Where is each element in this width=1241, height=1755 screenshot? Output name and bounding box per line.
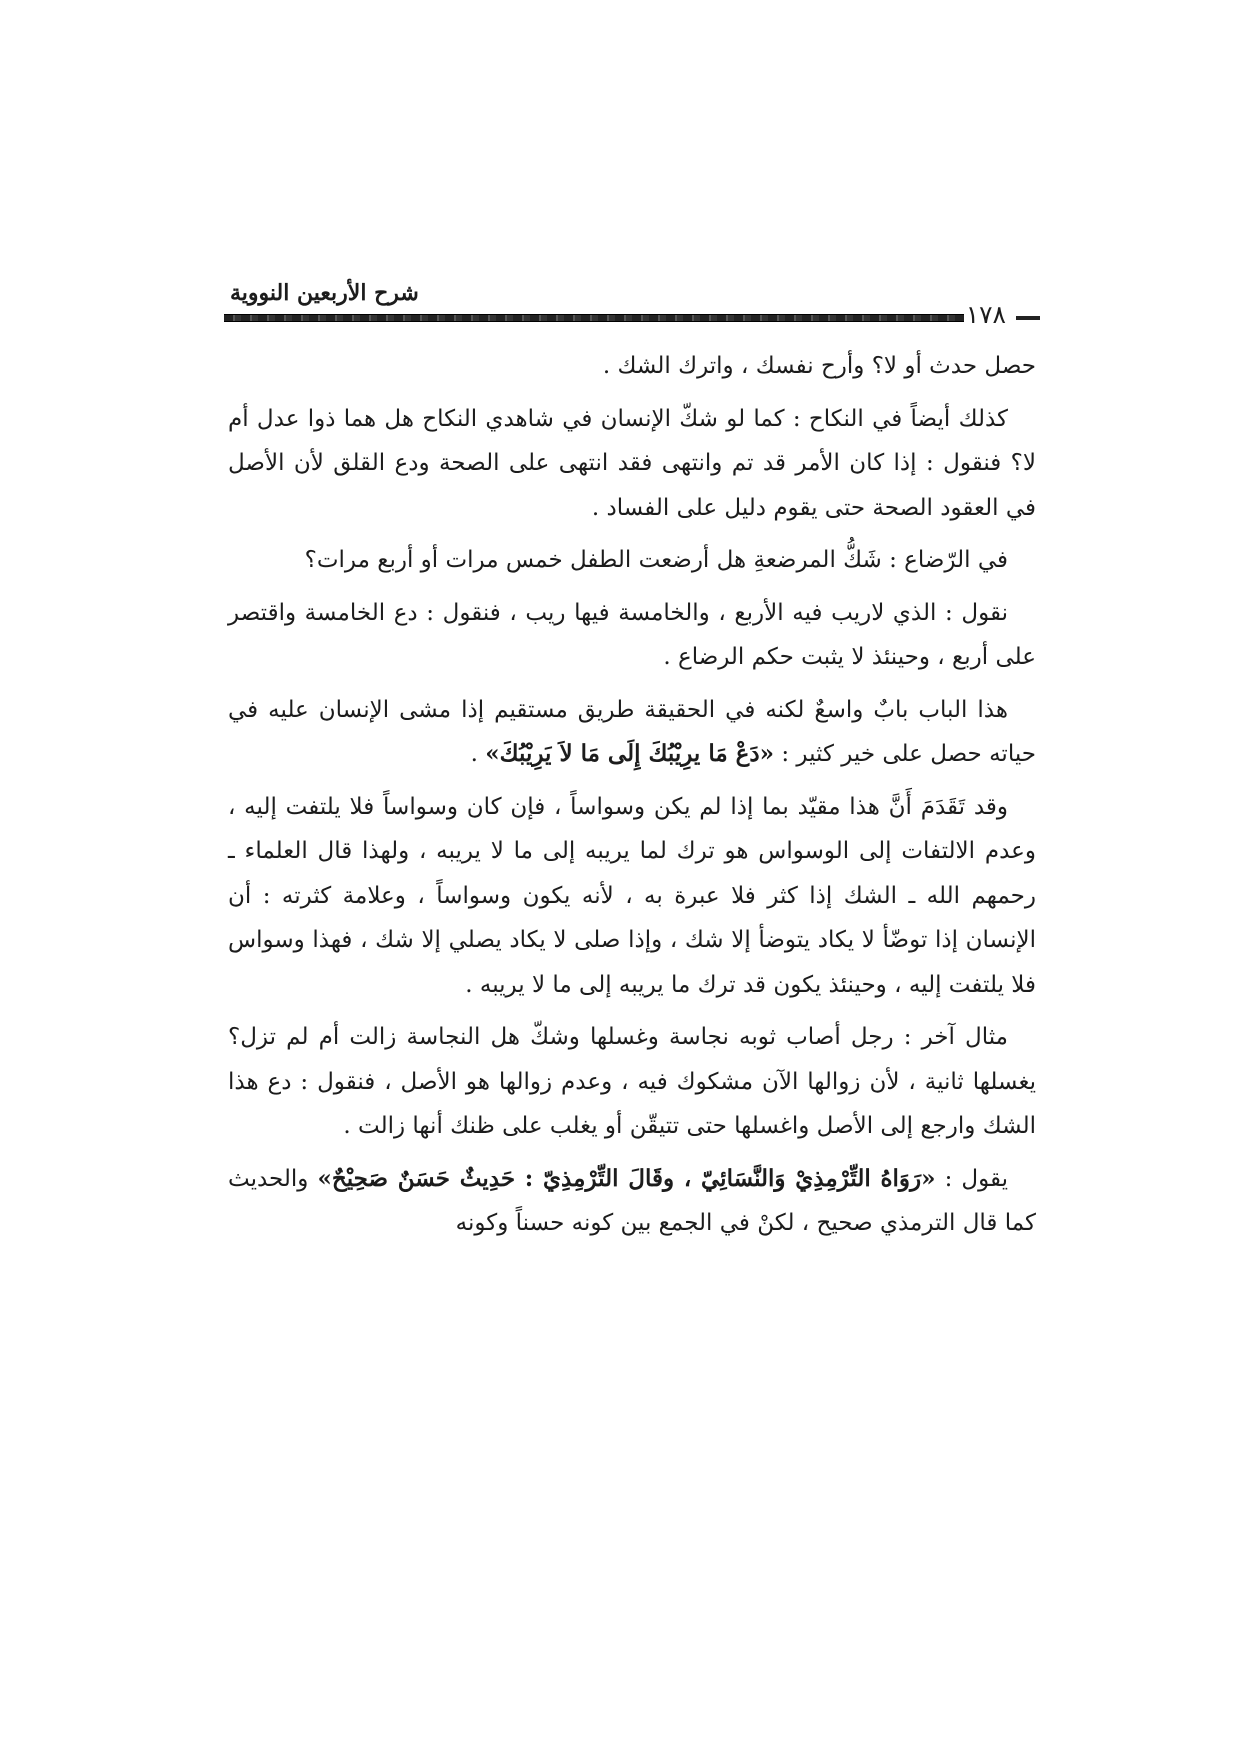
paragraph: وقد تَقَدَمَ أَنَّ هذا مقيّد بما إذا لم يكن وسواساً ، فإن كان وسواساً فلا يلتفت إليه ، وعدم الالتفات إلى الوسواس هو ترك لما يريبه إلى ما لا يريبه ، ولهذا قال العلماء ـ رحمهم الله ـ الشك إذا كثر فلا عبرة به ، لأنه يكون وسواساً ، وعلامة كثرته : أن الإنسان إذا توضّأ لا يكاد يتوضأ إلا شك ، وإذا صلى لا يكاد يصلي إلا شك ، فهذا وسواس فلا يلتفت إليه ، وحينئذ يكون قد ترك ما يريبه إلى ما لا يريبه . (228, 793, 1036, 998)
paragraph-text: والحديث كما قال الترمذي صحيح ، لكنْ في الجمع بين كونه حسناً وكونه (228, 1165, 1036, 1236)
header-rule-end (1016, 316, 1040, 320)
header-rule (224, 314, 964, 322)
paragraph: حصل حدث أو لا؟ وأرح نفسك ، واترك الشك . (602, 353, 1036, 379)
body-text (228, 344, 1036, 1254)
paragraph-text: يقول : (935, 1165, 1009, 1192)
paragraph (228, 688, 1036, 777)
paragraph-text: . (470, 741, 486, 767)
paragraph (228, 1157, 1036, 1246)
book-title: شرح الأربعين النووية (230, 280, 419, 306)
page-header (224, 280, 1040, 328)
paragraph: مثال آخر : رجل أصاب ثوبه نجاسة وغسلها وشكّ هل النجاسة زالت أم لم تزل؟ يغسلها ثانية ، لأن زوالها الآن مشكوك فيه ، وعدم زوالها هو الأصل ، فنقول : دع هذا الشك وارجع إلى الأصل واغسلها حتى تتيقّن أو يغلب على ظنك أنها زالت . (228, 1024, 1036, 1139)
page-number: ١٧٨ (965, 300, 1006, 329)
paragraph-text: هذا الباب بابٌ واسعٌ لكنه في الحقيقة طريق مستقيم إذا مشى الإنسان عليه في حياته حصل على خير كثير : (228, 696, 1036, 767)
hadith-quote: «دَعْ مَا يرِيْبُكَ إِلَى مَا لاَ يَرِيْبُكَ» (485, 740, 775, 767)
paragraph: في الرّضاع : شَكُّ المرضعةِ هل أرضعت الطفل خمس مرات أو أربع مرات؟ (304, 547, 1008, 573)
paragraph: كذلك أيضاً في النكاح : كما لو شكّ الإنسان في شاهدي النكاح هل هما ذوا عدل أم لا؟ فنقول : إذا كان الأمر قد تم وانتهى فقد انتهى على الصحة ودع القلق لأن الأصل في العقود الصحة حتى يقوم دليل على الفساد . (228, 405, 1036, 521)
paragraph: نقول : الذي لاريب فيه الأربع ، والخامسة فيها ريب ، فنقول : دع الخامسة واقتصر على أربع ، وحينئذ لا يثبت حكم الرضاع . (228, 599, 1036, 670)
hadith-quote: «رَوَاهُ التِّرْمِذِيْ وَالنَّسَائِيّ ، وقَالَ التِّرْمِذِيّ : حَدِيثٌ حَسَنٌ صَحِيْحٌ» (317, 1164, 936, 1192)
